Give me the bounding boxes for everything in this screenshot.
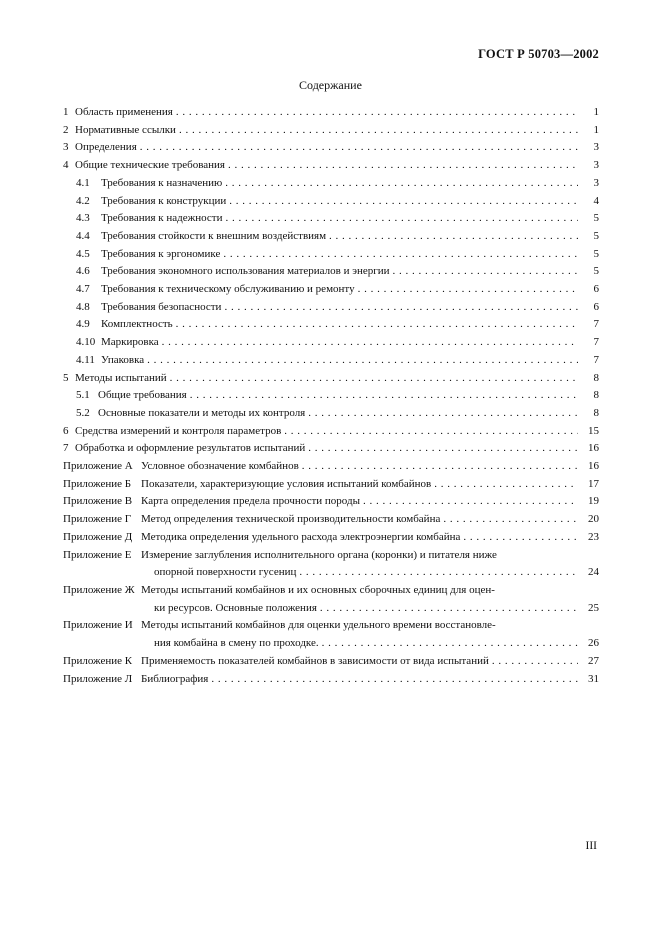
toc-entry[interactable]: 5.2 Основные показатели и методы их контроля . . . 8	[63, 405, 599, 423]
toc-appendix[interactable]: Приложение К Применяемость показателей комбайнов в зависимости от вида испытаний . . . 27	[63, 653, 599, 671]
toc-entry[interactable]: 1 Область применения . . . 1	[63, 104, 599, 122]
toc-entry[interactable]: 6 Средства измерений и контроля параметров . . . 15	[63, 423, 599, 441]
toc-entry[interactable]: 5 Методы испытаний . . . 8	[63, 370, 599, 388]
toc-appendix[interactable]: Приложение Б Показатели, характеризующие условия испытаний комбайнов . . . 17	[63, 476, 599, 494]
toc-entry[interactable]: 4.8 Требования безопасности . . . 6	[63, 299, 599, 317]
toc-entry[interactable]: 4.10 Маркировка . . . 7	[63, 334, 599, 352]
toc-entry[interactable]: 4.2 Требования к конструкции . . . 4	[63, 193, 599, 211]
toc-title: Содержание	[299, 78, 362, 92]
toc-appendix[interactable]: Приложение Е Измерение заглубления исполнительного органа (коронки) и питателя ниже опорной поверхности гусениц . . . 24	[63, 547, 599, 582]
toc-entry[interactable]: 4.3 Требования к надежности . . . 5	[63, 210, 599, 228]
toc-entry[interactable]: 3 Определения . . . 3	[63, 139, 599, 157]
toc-entry[interactable]: 4.9 Комплектность . . . 7	[63, 316, 599, 334]
toc-entry[interactable]: 4 Общие технические требования . . . 3	[63, 157, 599, 175]
toc-appendix[interactable]: Приложение Г Метод определения технической производительности комбайна . . . 20	[63, 511, 599, 529]
document-header: ГОСТ Р 50703—2002	[478, 47, 599, 61]
toc-entry[interactable]: 4.1 Требования к назначению . . . 3	[63, 175, 599, 193]
toc-entry[interactable]: 4.7 Требования к техническому обслуживанию и ремонту . . . 6	[63, 281, 599, 299]
toc-appendix[interactable]: Приложение Ж Методы испытаний комбайнов и их основных сборочных единиц для оцен- ки ресурсов. Основные положения . . . 25	[63, 582, 599, 617]
toc-appendix[interactable]: Приложение Л Библиография . . . 31	[63, 671, 599, 689]
toc-entry[interactable]: 7 Обработка и оформление результатов испытаний . . . 16	[63, 440, 599, 458]
toc-entry[interactable]: 2 Нормативные ссылки . . . 1	[63, 122, 599, 140]
toc-entry[interactable]: 4.6 Требования экономного использования материалов и энергии . . . 5	[63, 263, 599, 281]
toc-appendix[interactable]: Приложение Д Методика определения удельного расхода электроэнергии комбайна . . . 23	[63, 529, 599, 547]
toc-entry[interactable]: 5.1 Общие требования . . . 8	[63, 387, 599, 405]
toc-appendix[interactable]: Приложение И Методы испытаний комбайнов для оценки удельного времени восстановле- ния комбайна в смену по проходке. . . . 26	[63, 617, 599, 652]
table-of-contents	[63, 104, 599, 688]
toc-entry[interactable]: 4.4 Требования стойкости к внешним воздействиям . . . 5	[63, 228, 599, 246]
page-number: III	[585, 840, 597, 852]
toc-entry[interactable]: 4.5 Требования к эргономике . . . 5	[63, 246, 599, 264]
toc-appendix[interactable]: Приложение В Карта определения предела прочности породы . . . 19	[63, 493, 599, 511]
toc-entry[interactable]: 4.11 Упаковка . . . 7	[63, 352, 599, 370]
toc-appendix[interactable]: Приложение А Условное обозначение комбайнов . . . 16	[63, 458, 599, 476]
